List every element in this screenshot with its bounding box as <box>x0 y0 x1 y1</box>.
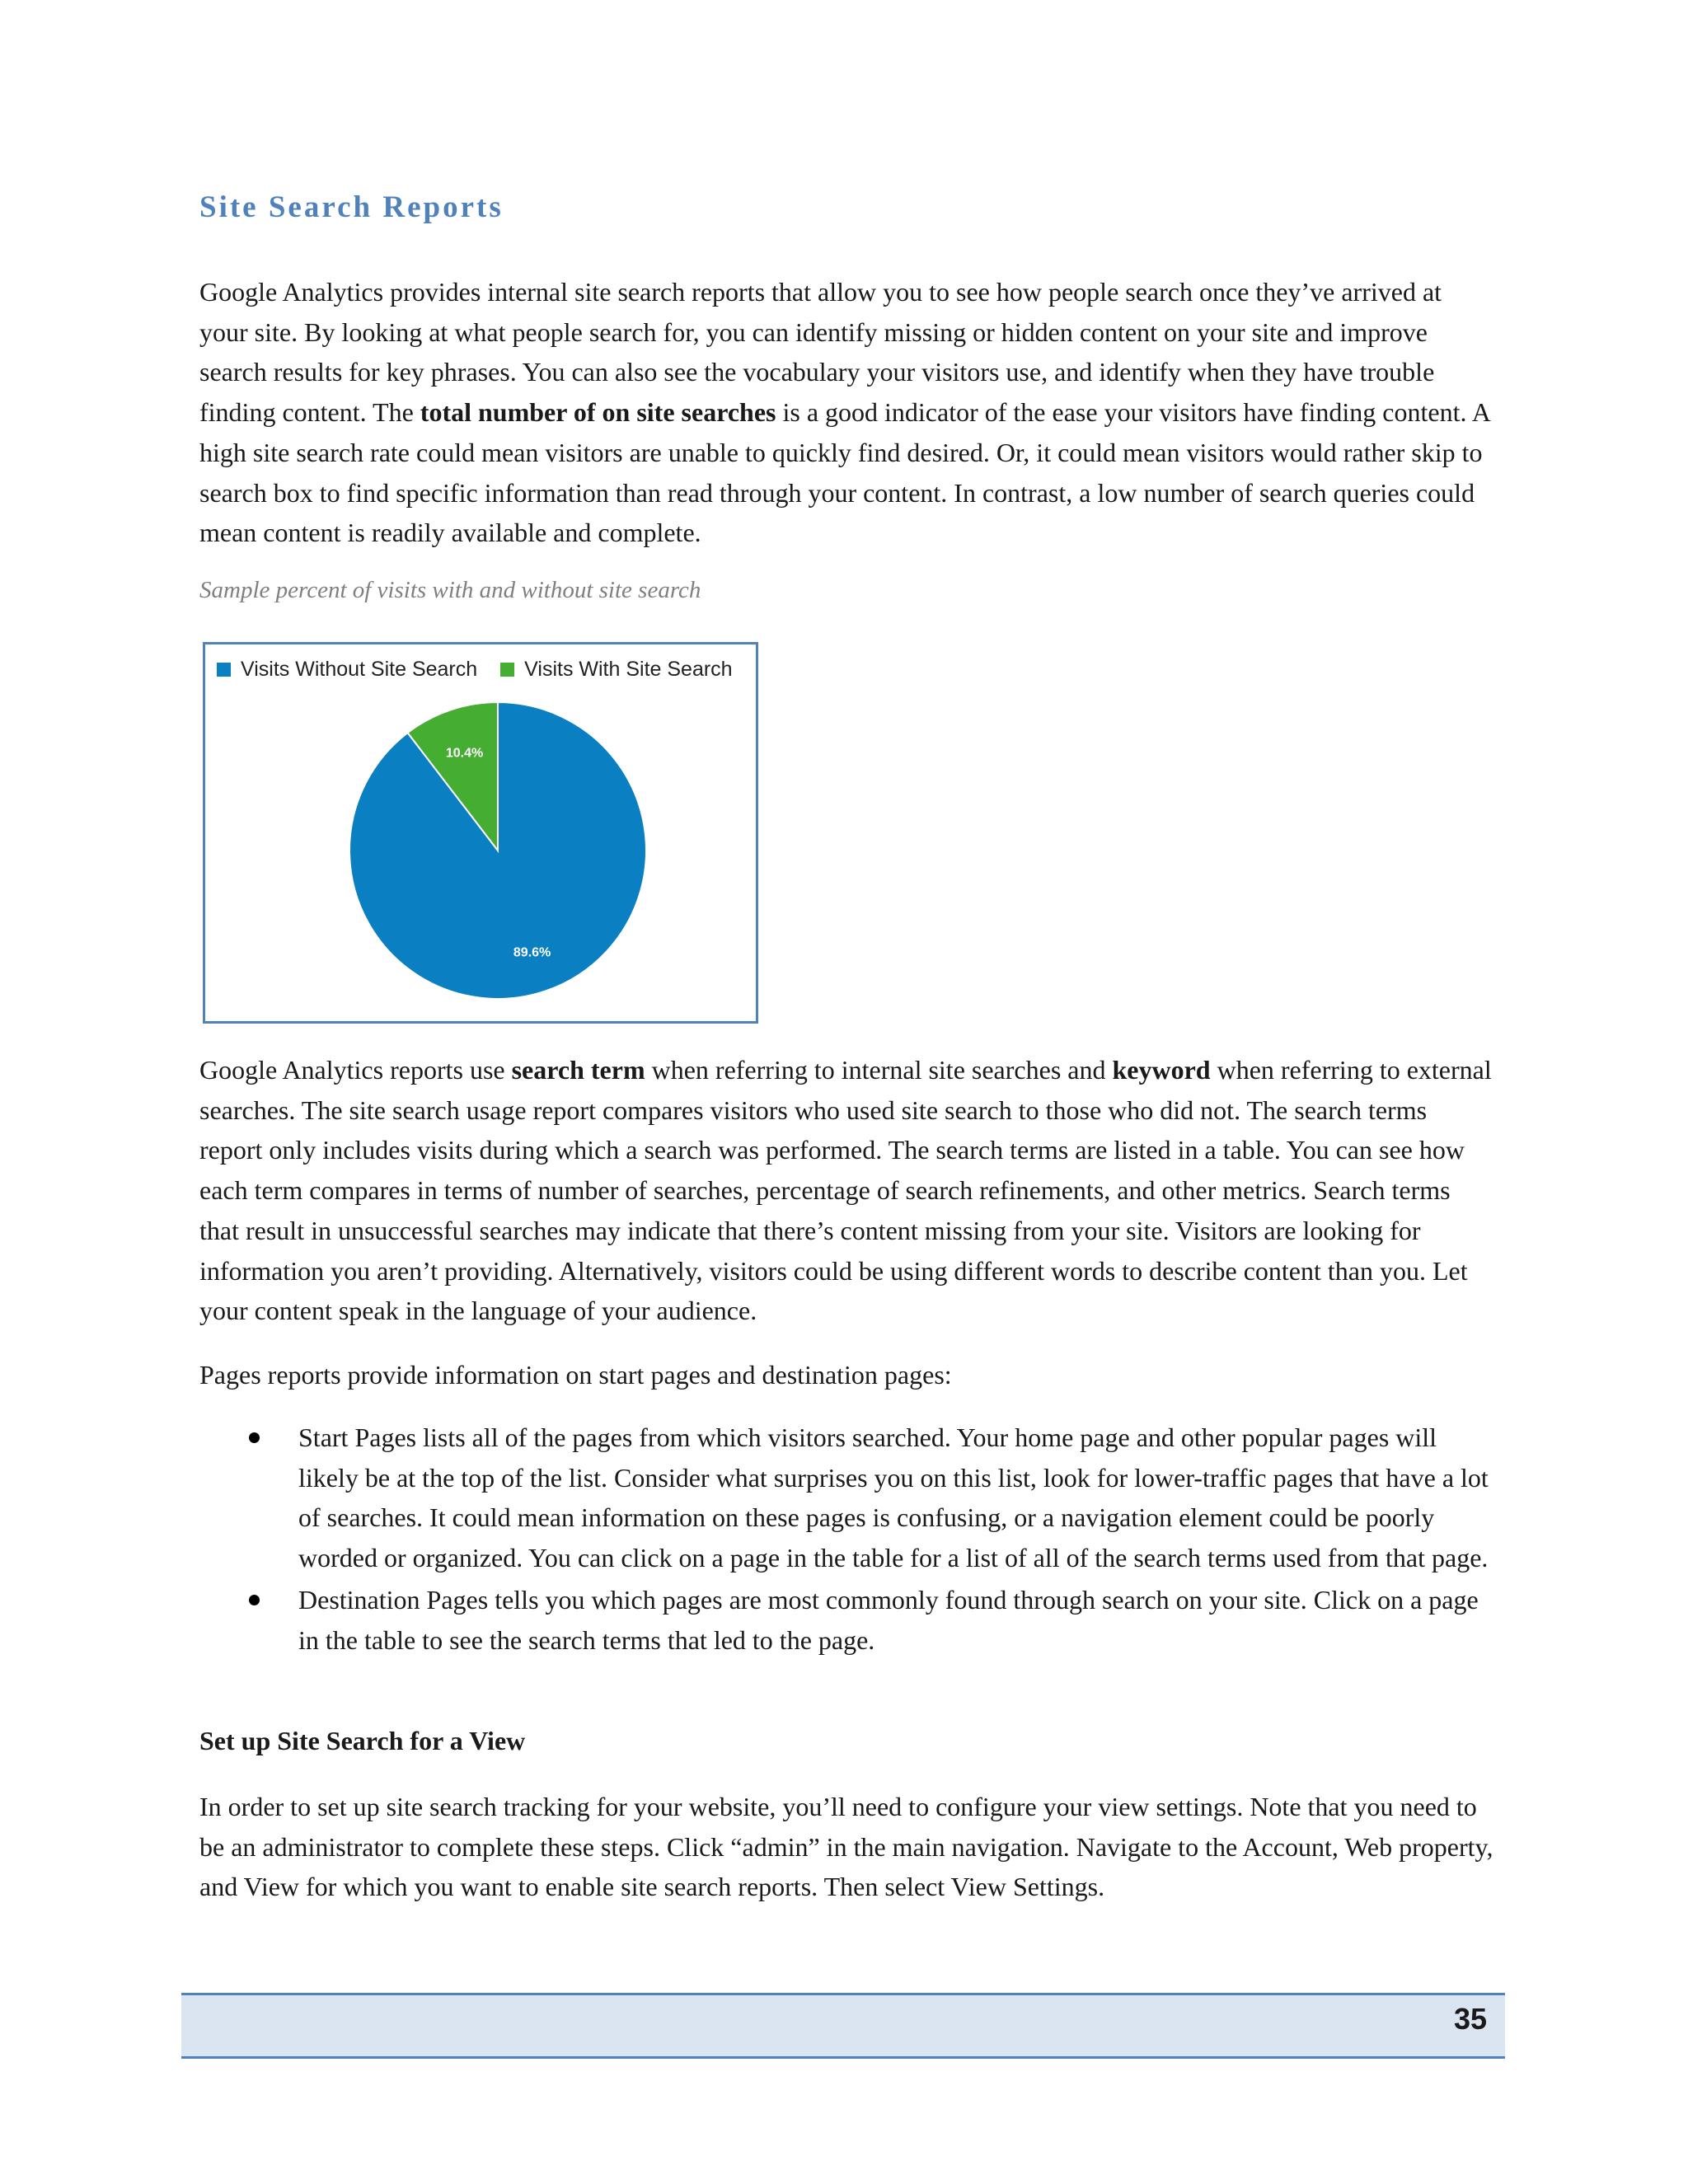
intro-text-b: is a good indicator of the ease your visitors have finding content. A high site search rate could mean visitors are unable to quickly find desired. Or, it could mean visitors would rather skip to search box to find specific information than read through your content. In contrast, a low number of search queries could mean content is readily available and complete. <box>199 397 1490 548</box>
legend-label-with-search: Visits With Site Search <box>524 658 733 681</box>
bullet-icon <box>249 1595 260 1605</box>
pie-label-with-search: 10.4% <box>445 746 484 761</box>
page-footer <box>181 1993 1505 2059</box>
pie-label-without-search: 89.6% <box>513 945 551 960</box>
figure-caption: Sample percent of visits with and without site search <box>199 577 701 603</box>
p2-text-a: Google Analytics reports use <box>199 1055 512 1085</box>
section-title: Site Search Reports <box>199 190 504 224</box>
bullet-start-pages <box>199 1418 1493 1578</box>
bullet-text: Start Pages lists all of the pages from which visitors searched. Your home page and other popular pages will likely be at the top of the list. Consider what surprises you on this list, look for lower-traffic pages that have a lot of searches. It could mean information on these pages is confusing, or a navigation element could be poorly worded or organized. You can click on a page in the table for a list of all of the search terms used from that page. <box>298 1422 1489 1573</box>
search-term-paragraph <box>199 1050 1493 1331</box>
subheading-setup: Set up Site Search for a View <box>199 1726 526 1755</box>
pie-chart <box>205 644 756 1021</box>
legend-label-without-search: Visits Without Site Search <box>241 658 478 681</box>
p2-text-b: when referring to internal site searches and <box>645 1055 1113 1085</box>
pie-chart-frame <box>203 642 758 1024</box>
bullet-icon <box>249 1432 260 1443</box>
p2-bold-keyword: keyword <box>1112 1055 1211 1085</box>
setup-paragraph: In order to set up site search tracking for your website, you’ll need to configure your view settings. Note that you need to be an administrator to complete these steps. Click “admin” in the main navigation. Navigate to the Account, Web property, and View for which you want to enable site search reports. Then select View Settings. <box>199 1792 1493 1902</box>
pages-bullet-list <box>199 1418 1493 1661</box>
p2-text-c: when referring to external searches. The site search usage report compares visitors who used site search to those who did not. The search terms report only includes visits during which a search was performed. The search terms are listed in a table. You can see how each term compares in terms of number of searches, percentage of search refinements, and other metrics. Search terms that result in unsuccessful searches may indicate that there’s content missing from your site. Visitors are looking for information you aren’t providing. Alternatively, visitors could be using different words to describe content than you. Let your content speak in the language of your audience. <box>199 1055 1492 1326</box>
intro-bold-term: total number of on site searches <box>420 397 776 428</box>
page-number: 35 <box>1453 2002 1487 2036</box>
pages-reports-paragraph: Pages reports provide information on start pages and destination pages: <box>199 1360 952 1390</box>
bullet-destination-pages <box>199 1580 1493 1660</box>
intro-text-a: Google Analytics provides internal site search reports that allow you to see how people search once they’ve arrived at your site. By looking at what people search for, you can identify missing or hidden content on your site and improve search results for key phrases. You can also see the vocabulary your visitors use, and identify when they have trouble finding content. The <box>199 277 1442 428</box>
bullet-text: Destination Pages tells you which pages are most commonly found through search on your site. Click on a page in the table to see the search terms that led to the page. <box>298 1584 1479 1655</box>
page-content <box>199 190 1493 1902</box>
intro-paragraph <box>199 272 1493 553</box>
p2-bold-search-term: search term <box>511 1055 645 1085</box>
